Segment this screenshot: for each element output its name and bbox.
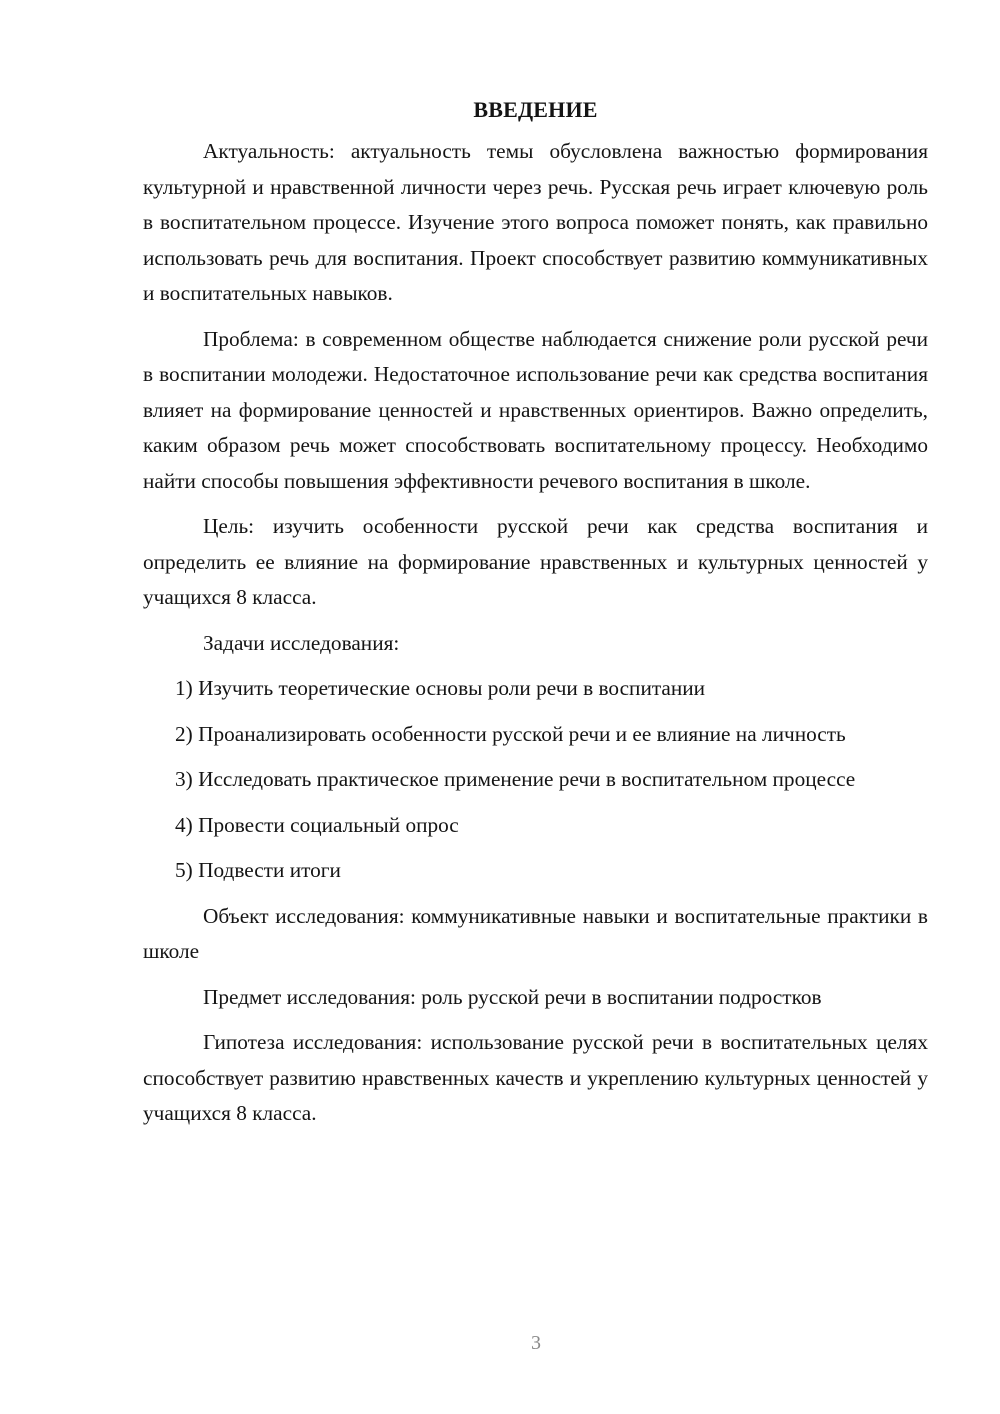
subject-paragraph: Предмет исследования: роль русской речи в воспитании подростков	[203, 984, 822, 1009]
goal-paragraph: Цель: изучить особенности русской речи как средства воспитания и определить ее влияние на формирование нравственных и культурных ценностей у учащихся 8 класса.	[143, 514, 928, 609]
relevance-paragraph: Актуальность: актуальность темы обусловлена важностью формирования культурной и нравственной личности через речь. Русская речь играет ключевую роль в воспитательном процессе. Изучение этого вопроса поможет понять, как правильно использовать речь для воспитания. Проект способствует развитию коммуникативных и воспитательных навыков.	[143, 139, 928, 305]
page-number: 3	[531, 1332, 541, 1354]
list-item: 2) Проанализировать особенности русской речи и ее влияние на личность	[175, 721, 846, 746]
page-title: ВВЕДЕНИЕ	[473, 97, 598, 122]
page-content	[143, 92, 928, 1142]
problem-paragraph: Проблема: в современном обществе наблюдается снижение роли русской речи в воспитании молодежи. Недостаточное использование речи как средства воспитания влияет на формирование ценностей и нравственных ориентиров. Важно определить, каким образом речь может способствовать воспитательному процессу. Необходимо найти способы повышения эффективности речевого воспитания в школе.	[143, 326, 928, 493]
tasks-list	[143, 671, 928, 889]
list-item: 5) Подвести итоги	[175, 858, 341, 882]
list-item: 4) Провести социальный опрос	[175, 812, 459, 837]
tasks-heading: Задачи исследования:	[203, 630, 400, 655]
list-item: 1) Изучить теоретические основы роли речи в воспитании	[175, 676, 706, 700]
hypothesis-paragraph: Гипотеза исследования: использование русской речи в воспитательных целях способствует развитию нравственных качеств и укреплению культурных ценностей у учащихся 8 класса.	[143, 1030, 928, 1125]
list-item: 3) Исследовать практическое применение речи в воспитательном процессе	[175, 767, 856, 791]
object-paragraph: Объект исследования: коммуникативные навыки и воспитательные практики в школе	[143, 903, 928, 963]
